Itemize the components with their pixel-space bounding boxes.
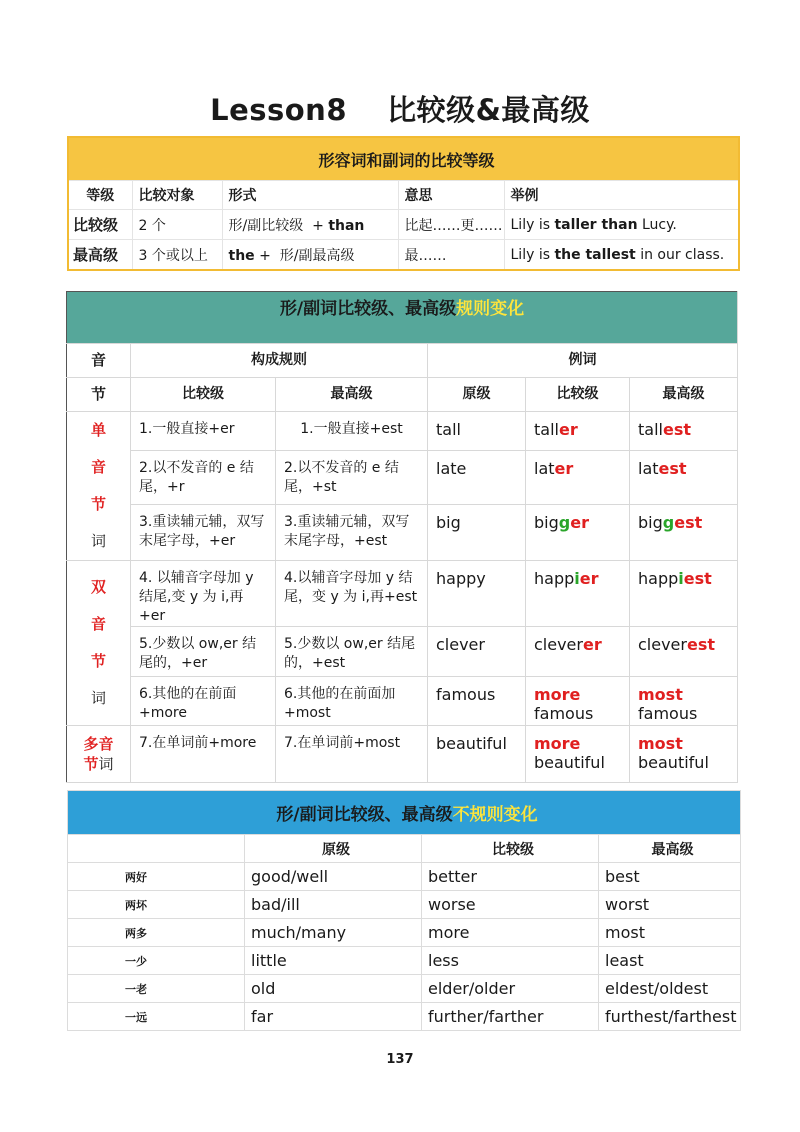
superlative-word: furthest/farthest — [599, 1003, 741, 1031]
comparative-word: more — [422, 919, 599, 947]
rule-superlative: 4.以辅音字母加 y 结尾，变 y 为 i,再+est — [276, 561, 428, 627]
comparative-word: later — [526, 450, 630, 504]
row-form: the + 形/副最高级 — [222, 240, 398, 271]
col-header-base: 原级 — [245, 835, 422, 863]
base-word: clever — [428, 627, 526, 677]
subcol-superlative: 最高级 — [630, 378, 738, 412]
row-label: 两好 — [68, 863, 245, 891]
superlative-word: cleverest — [630, 627, 738, 677]
rule-superlative: 3.重读辅元辅，双写末尾字母，+est — [276, 504, 428, 560]
row-example: Lily is the tallest in our class. — [504, 240, 739, 271]
row-object: 2 个 — [132, 210, 222, 240]
col-header-level: 等级 — [68, 181, 132, 210]
base-word: beautiful — [428, 726, 526, 783]
rule-superlative: 7.在单词前+most — [276, 726, 428, 783]
table-row — [68, 240, 739, 271]
rule-superlative: 6.其他的在前面加 +most — [276, 677, 428, 726]
subcol-rule-comparative: 比较级 — [131, 378, 276, 412]
table-row — [68, 1003, 741, 1031]
table-row — [68, 863, 741, 891]
base-word: little — [245, 947, 422, 975]
base-word: famous — [428, 677, 526, 726]
col-header-superlative: 最高级 — [599, 835, 741, 863]
row-form: 形/副比较级 + than — [222, 210, 398, 240]
row-label: 两多 — [68, 919, 245, 947]
comparison-degree-table — [67, 136, 740, 271]
rule-comparative: 4. 以辅音字母加 y 结尾,变 y 为 i,再+er — [131, 561, 276, 627]
table-row — [67, 412, 738, 451]
row-meaning: 比起……更…… — [398, 210, 504, 240]
table-row — [67, 561, 738, 627]
col-header-comparative: 比较级 — [422, 835, 599, 863]
row-label: 一少 — [68, 947, 245, 975]
superlative-word: most famous — [630, 677, 738, 726]
page-number: 137 — [386, 1052, 414, 1067]
superlative-word: eldest/oldest — [599, 975, 741, 1003]
base-word: old — [245, 975, 422, 1003]
base-word: big — [428, 504, 526, 560]
col-header-meaning: 意思 — [398, 181, 504, 210]
rule-comparative: 3.重读辅元辅，双写末尾字母，+er — [131, 504, 276, 560]
row-level: 最高级 — [68, 240, 132, 271]
comparative-word: happier — [526, 561, 630, 627]
base-word: late — [428, 450, 526, 504]
syllable-header-bottom: 节 — [67, 378, 131, 412]
superlative-word: worst — [599, 891, 741, 919]
table-row — [68, 919, 741, 947]
superlative-word: best — [599, 863, 741, 891]
table-row — [68, 947, 741, 975]
table-row — [68, 891, 741, 919]
base-word: far — [245, 1003, 422, 1031]
superlative-word: latest — [630, 450, 738, 504]
syllable-header-top: 音 — [67, 344, 131, 378]
comparative-word: further/farther — [422, 1003, 599, 1031]
rule-comparative: 2.以不发音的 e 结尾，+r — [131, 450, 276, 504]
group-label-disyllabic: 双 音 节 词 — [67, 561, 131, 726]
comparative-word: more famous — [526, 677, 630, 726]
base-word: happy — [428, 561, 526, 627]
table-row — [68, 210, 739, 240]
rule-comparative: 5.少数以 ow,er 结尾的，+er — [131, 627, 276, 677]
rule-superlative: 5.少数以 ow,er 结尾的，+est — [276, 627, 428, 677]
row-label: 一老 — [68, 975, 245, 1003]
rule-comparative: 1.一般直接+er — [131, 412, 276, 451]
subcol-base: 原级 — [428, 378, 526, 412]
rule-superlative: 2.以不发音的 e 结尾，+st — [276, 450, 428, 504]
subcol-comparative: 比较级 — [526, 378, 630, 412]
table1-column-header-row — [68, 181, 739, 210]
page-title: Lesson8 比较级&最高级 — [210, 93, 590, 127]
group-label-polysyllabic: 多音 节词 — [67, 726, 131, 783]
row-meaning: 最…… — [398, 240, 504, 271]
row-level: 比较级 — [68, 210, 132, 240]
rule-superlative: 1.一般直接+est — [276, 412, 428, 451]
row-object: 3 个或以上 — [132, 240, 222, 271]
col-header-example: 举例 — [504, 181, 739, 210]
comparative-word: more beautiful — [526, 726, 630, 783]
comparative-word: taller — [526, 412, 630, 451]
table-row — [67, 504, 738, 560]
table3-column-header-row — [68, 835, 741, 863]
comparative-word: less — [422, 947, 599, 975]
rules-header: 构成规则 — [131, 344, 428, 378]
col-header-label — [68, 835, 245, 863]
row-label: 两坏 — [68, 891, 245, 919]
superlative-word: biggest — [630, 504, 738, 560]
table-row — [67, 677, 738, 726]
table3-header: 形/副词比较级、最高级不规则变化 — [68, 791, 741, 835]
base-word: bad/ill — [245, 891, 422, 919]
table-row — [67, 627, 738, 677]
irregular-change-table — [67, 790, 741, 1031]
table-row — [67, 726, 738, 783]
comparative-word: bigger — [526, 504, 630, 560]
group-label-monosyllabic: 单 音 节 词 — [67, 412, 131, 561]
superlative-word: most — [599, 919, 741, 947]
subcol-rule-superlative: 最高级 — [276, 378, 428, 412]
base-word: good/well — [245, 863, 422, 891]
rule-comparative: 7.在单词前+more — [131, 726, 276, 783]
comparative-word: worse — [422, 891, 599, 919]
superlative-word: least — [599, 947, 741, 975]
comparative-word: better — [422, 863, 599, 891]
row-label: 一远 — [68, 1003, 245, 1031]
superlative-word: tallest — [630, 412, 738, 451]
comparative-word: elder/older — [422, 975, 599, 1003]
examples-header: 例词 — [428, 344, 738, 378]
base-word: tall — [428, 412, 526, 451]
superlative-word: most beautiful — [630, 726, 738, 783]
comparative-word: cleverer — [526, 627, 630, 677]
col-header-form: 形式 — [222, 181, 398, 210]
superlative-word: happiest — [630, 561, 738, 627]
table-row — [68, 975, 741, 1003]
rule-comparative: 6.其他的在前面 +more — [131, 677, 276, 726]
table1-header: 形容词和副词的比较等级 — [68, 137, 739, 181]
row-example: Lily is taller than Lucy. — [504, 210, 739, 240]
regular-change-table — [66, 291, 738, 783]
table2-header: 形/副词比较级、最高级规则变化 — [67, 292, 738, 344]
table-row — [67, 450, 738, 504]
col-header-object: 比较对象 — [132, 181, 222, 210]
base-word: much/many — [245, 919, 422, 947]
